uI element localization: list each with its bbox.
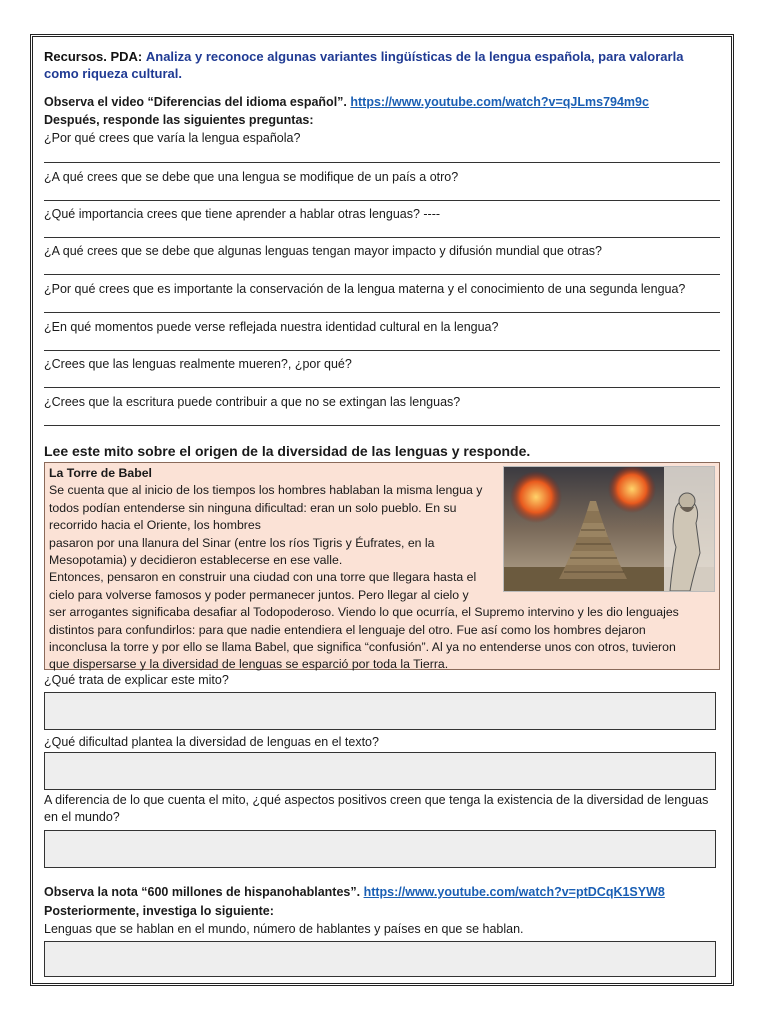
header-pda: Analiza y reconoce algunas variantes lingüísticas de la lengua española, para valorarla como riqueza cultural.	[44, 49, 684, 81]
video2-link[interactable]: https://www.youtube.com/watch?v=ptDCqK1SYW8	[363, 885, 665, 899]
header	[44, 48, 720, 82]
video1-link[interactable]: https://www.youtube.com/watch?v=qJLms794m9c	[350, 95, 649, 109]
question-7: ¿Crees que las lenguas realmente mueren?, ¿por qué?	[44, 357, 352, 371]
answer-line-1[interactable]	[44, 162, 720, 163]
video2-intro: Observa la nota “600 millones de hispanohablantes”.	[44, 885, 361, 899]
answer-line-7[interactable]	[44, 387, 720, 388]
myth-line: cielo para volverse famosos y poder permanecer juntos. Pero llegar al cielo y	[49, 587, 469, 602]
tower-of-babel-illustration-icon	[504, 467, 714, 591]
question-3: ¿Qué importancia crees que tiene aprender a hablar otras lenguas? ----	[44, 207, 441, 221]
answer-line-2[interactable]	[44, 200, 720, 201]
question-1: ¿Por qué crees que varía la lengua española?	[44, 131, 301, 145]
answer-box-1[interactable]	[44, 692, 716, 730]
myth-line: distintos para confundirlos: para que nadie entendiera el lenguaje del otro. Fue así como los hombres dejaron	[49, 622, 646, 637]
answer-box-3[interactable]	[44, 830, 716, 868]
myth-question-2: ¿Qué dificultad plantea la diversidad de lenguas en el texto?	[44, 735, 379, 749]
video1-instruction: Después, responde las siguientes preguntas:	[44, 113, 314, 127]
header-lead: Recursos. PDA:	[44, 49, 143, 64]
video2-task: Lenguas que se hablan en el mundo, número de hablantes y países en que se hablan.	[44, 922, 524, 936]
myth-line: pasaron por una llanura del Sinar (entre los ríos Tigris y Éufrates, en la	[49, 535, 435, 550]
answer-line-4[interactable]	[44, 274, 720, 275]
myth-line: ser arrogantes significaba desafiar al Todopoderoso. Viendo lo que ocurría, el Supremo intervino y les dio lenguajes	[49, 605, 679, 620]
answer-line-5[interactable]	[44, 312, 720, 313]
myth-line: que dispersarse y la diversidad de lenguas se esparció por toda la Tierra.	[49, 657, 449, 672]
question-5: ¿Por qué crees que es importante la conservación de la lengua materna y el conocimiento de una segunda lengua?	[44, 282, 686, 296]
myth-title: La Torre de Babel	[49, 466, 152, 480]
myth-question-1: ¿Qué trata de explicar este mito?	[44, 673, 229, 687]
myth-line: recorrido hacia el Oriente, los hombres	[49, 518, 261, 533]
myth-line: todos podían entenderse sin ninguna dificultad: eran un solo pueblo. En su	[49, 500, 457, 515]
video2-intro-line	[44, 884, 720, 901]
myth-question-3: A diferencia de lo que cuenta el mito, ¿qué aspectos positivos creen que tenga la existencia de la diversidad de lenguas en el mundo?	[44, 793, 709, 824]
question-4: ¿A qué crees que se debe que algunas lenguas tengan mayor impacto y difusión mundial que otras?	[44, 244, 603, 258]
answer-box-2[interactable]	[44, 752, 716, 790]
myth-line: inconclusa la torre y por ello se llama Babel, que significa “confusión”. Al ya no entenderse unos con otros, tuvieron	[49, 640, 676, 655]
question-2: ¿A qué crees que se debe que una lengua se modifique de un país a otro?	[44, 170, 459, 184]
answer-line-6[interactable]	[44, 350, 720, 351]
answer-line-8[interactable]	[44, 425, 720, 426]
video1-intro-line	[44, 94, 720, 111]
myth-line: Entonces, pensaron en construir una ciudad con una torre que llegara hasta el	[49, 570, 477, 585]
video2-instruction: Posteriormente, investiga lo siguiente:	[44, 904, 274, 918]
question-6: ¿En qué momentos puede verse reflejada nuestra identidad cultural en la lengua?	[44, 320, 499, 334]
question-8: ¿Crees que la escritura puede contribuir a que no se extingan las lenguas?	[44, 395, 461, 409]
myth-box	[44, 462, 720, 670]
myth-line: Se cuenta que al inicio de los tiempos los hombres hablaban la misma lengua y	[49, 483, 483, 498]
answer-box-4[interactable]	[44, 941, 716, 977]
tower-of-babel-image	[503, 466, 715, 592]
myth-line: Mesopotamia) y decidieron establecerse en ese valle.	[49, 553, 343, 568]
video1-intro: Observa el video “Diferencias del idioma español”.	[44, 95, 347, 109]
answer-line-3[interactable]	[44, 237, 720, 238]
myth-heading: Lee este mito sobre el origen de la diversidad de las lenguas y responde.	[44, 443, 531, 459]
